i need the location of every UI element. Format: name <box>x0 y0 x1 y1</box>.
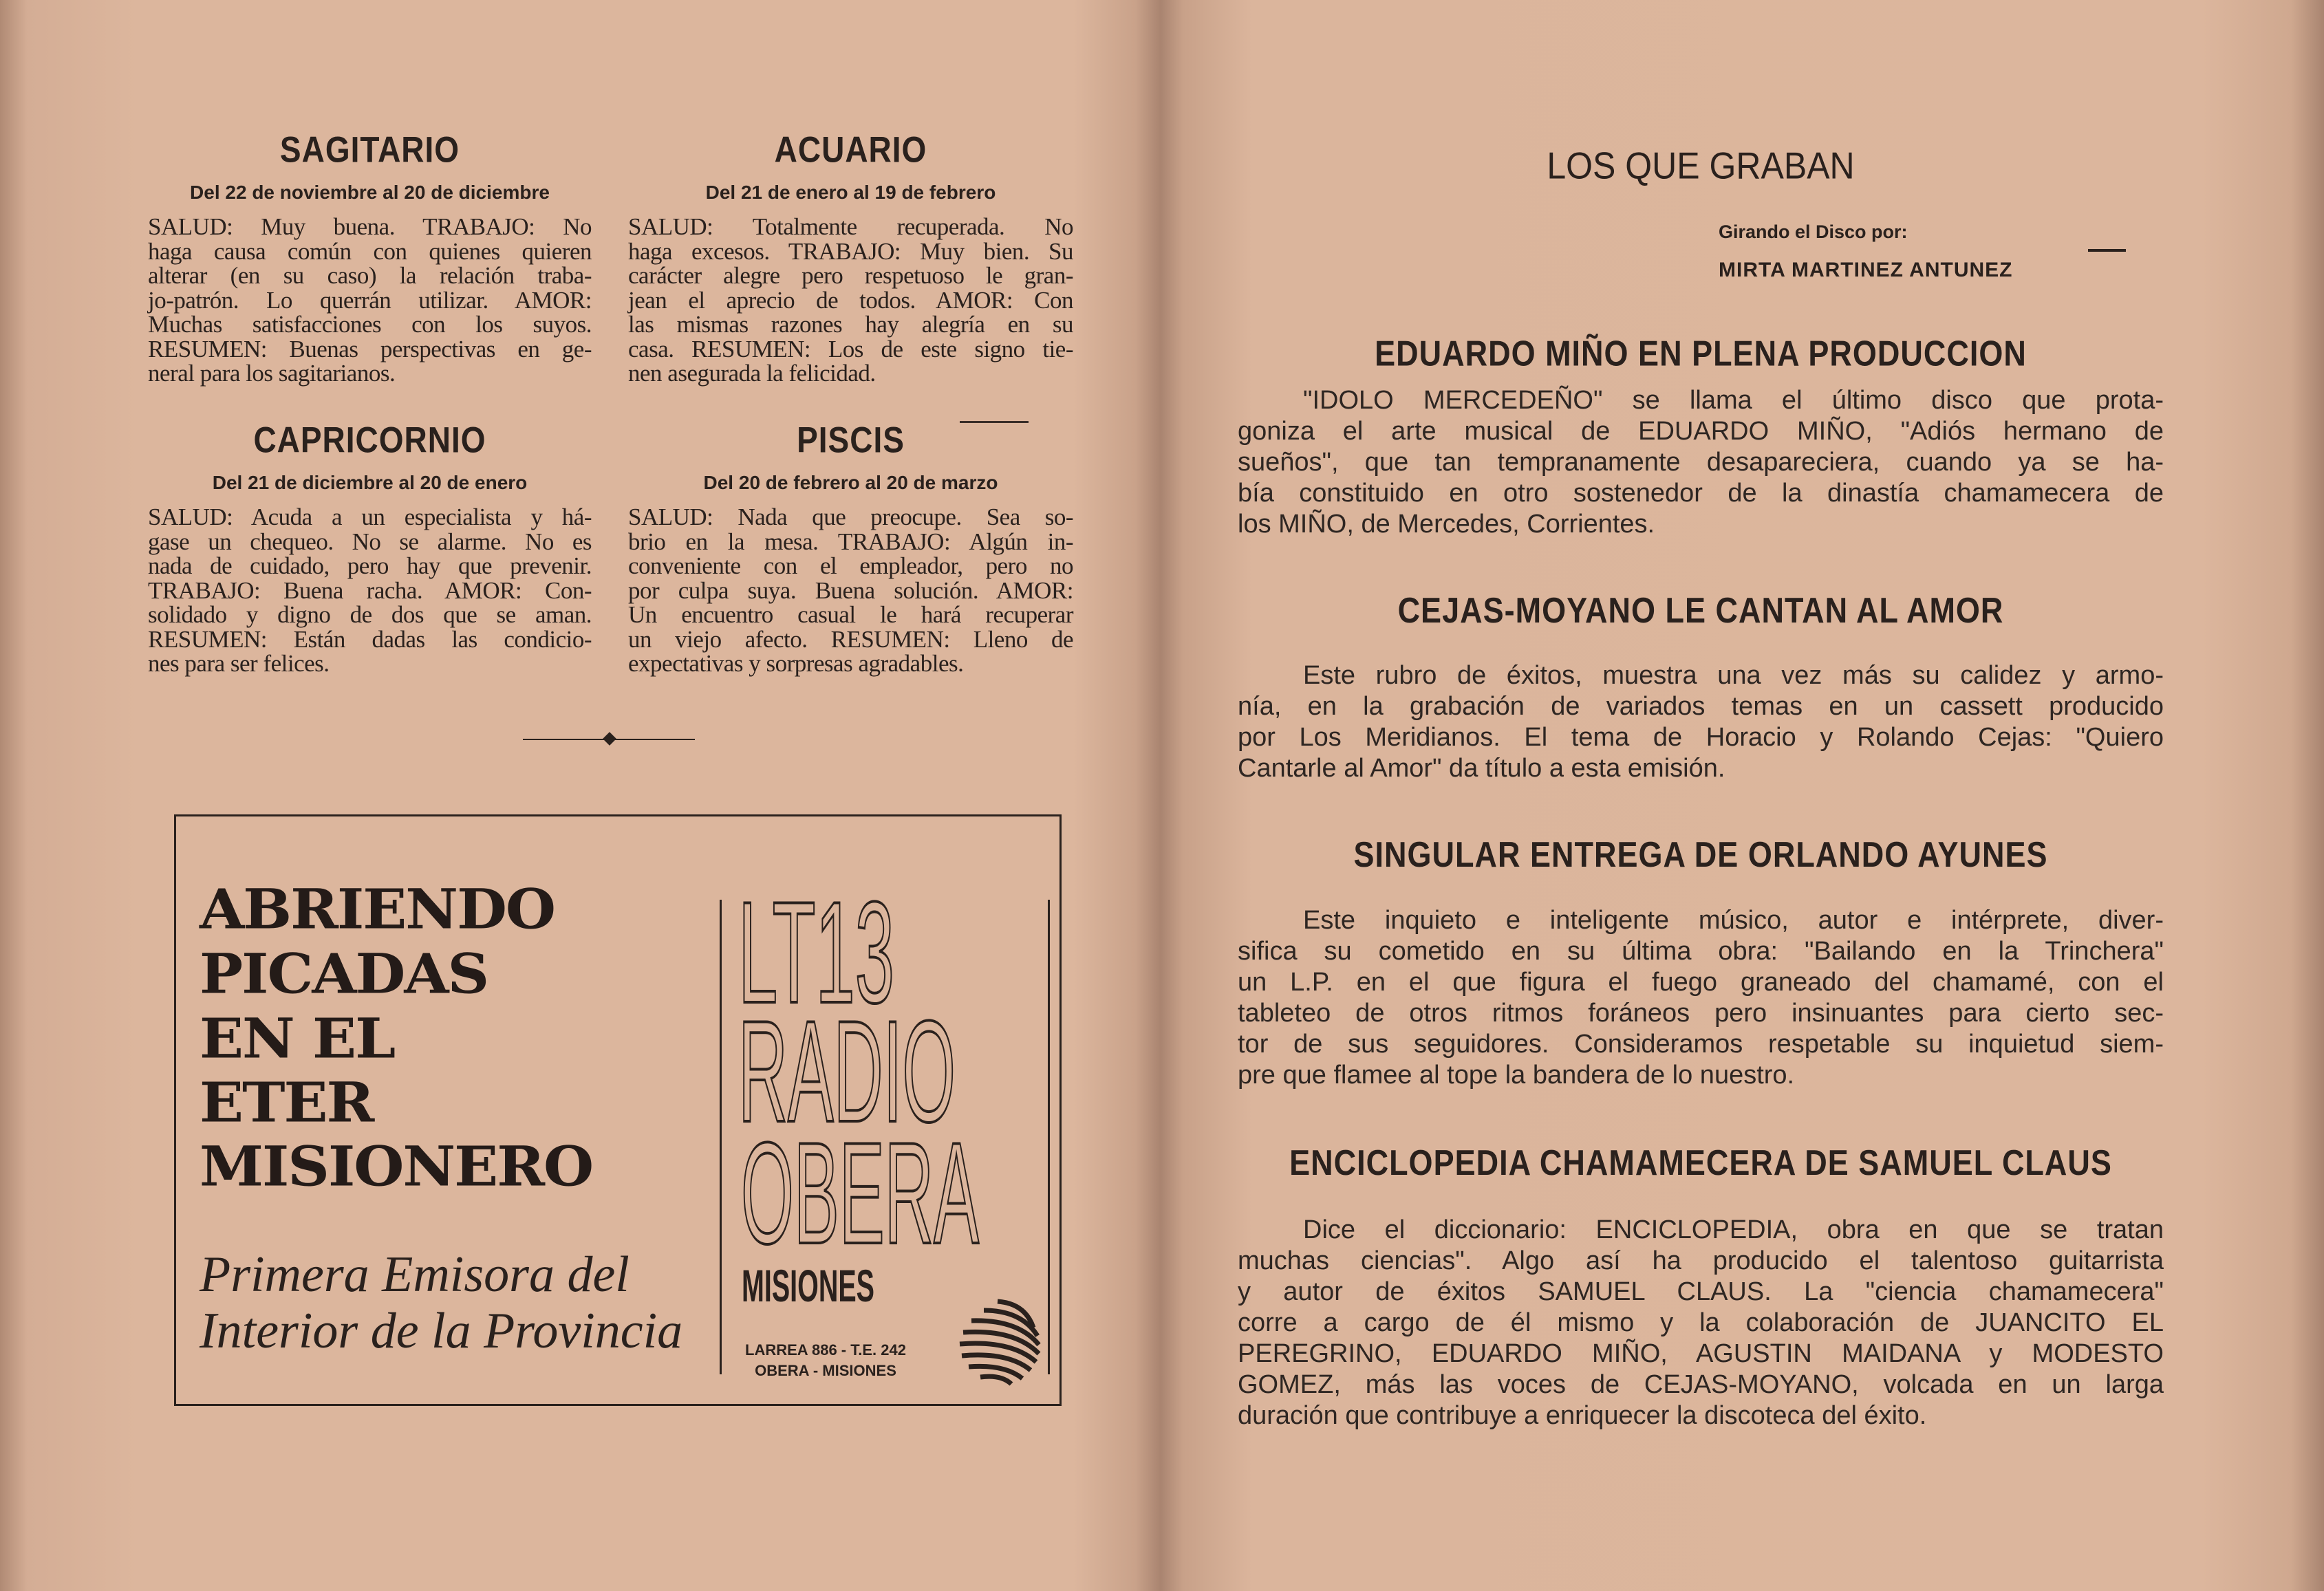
ad-rule-right <box>1048 900 1050 1374</box>
article-body <box>1238 385 2164 540</box>
text-line: pre que flamee al tope la bandera de lo nuestro. <box>1238 1061 1795 1090</box>
horoscope-text-sagitario <box>148 215 592 386</box>
sign-title-acuario: ACUARIO <box>774 129 927 170</box>
text-line: conveniente con el empleador, pero no <box>628 552 1073 579</box>
horoscope-text-acuario <box>628 215 1073 386</box>
text-line: sifica su cometido en su última obra: "Bailando en la Trinchera" <box>1238 937 2164 966</box>
text-line: brio en la mesa. TRABAJO: Algún in- <box>628 528 1073 555</box>
sign-title-capricornio: CAPRICORNIO <box>253 419 486 460</box>
article-heading: EDUARDO MIÑO EN PLENA PRODUCCION <box>1375 333 2027 374</box>
ad-tagline-line: Interior de la Provincia <box>200 1303 683 1359</box>
text-line: RESUMEN: Están dadas las condicio- <box>148 625 592 653</box>
text-line: RESUMEN: Buenas perspectivas en ge- <box>148 335 592 362</box>
text-line: SALUD: Nada que preocupe. Sea so- <box>628 504 1073 530</box>
ad-region <box>740 1260 878 1311</box>
text-line: bía constituido en otro sostenedor de la dinastía chamamecera de <box>1238 479 2164 508</box>
horoscope-text-piscis <box>628 505 1073 676</box>
sign-title-piscis: PISCIS <box>797 419 905 460</box>
text-line: por Los Meridianos. El tema de Horacio y Rolando Cejas: "Quiero <box>1238 723 2164 752</box>
text-line: sueños", que tan tempranamente desapareciera, cuando ya se ha- <box>1238 448 2164 477</box>
station-logo <box>729 872 991 1274</box>
text-line: gase un chequeo. No se alarme. No es <box>148 528 592 555</box>
text-line: Dice el diccionario: ENCICLOPEDIA, obra en que se tratan <box>1303 1215 2164 1244</box>
text-line: SALUD: Acuda a un especialista y há- <box>148 504 592 530</box>
text-line: un viejo afecto. RESUMEN: Lleno de <box>628 625 1073 653</box>
text-line: SALUD: Muy buena. TRABAJO: No <box>148 213 592 240</box>
article-heading: CEJAS-MOYANO LE CANTAN AL AMOR <box>1397 590 2004 631</box>
ad-headline-line: EN EL <box>200 1006 395 1071</box>
text-line: tableteo de otros ritmos foráneos pero insinuantes para cierto sec- <box>1238 999 2164 1028</box>
ad-region-text: MISIONES <box>742 1260 874 1311</box>
text-line: TRABAJO: Buena racha. AMOR: Con- <box>148 576 592 604</box>
text-line: nía, en la grabación de variados temas en un cassett producido <box>1238 692 2164 721</box>
text-line: Cantarle al Amor" da título a esta emisión. <box>1238 754 1725 783</box>
ad-rule-left <box>720 900 722 1374</box>
station-logo-line: RADIO <box>738 991 956 1152</box>
ad-headline-line: PICADAS <box>200 941 488 1006</box>
text-line: nen asegurada la felicidad. <box>628 360 876 387</box>
text-line: nes para ser felices. <box>148 650 330 677</box>
text-line: Este inquieto e inteligente músico, autor e intérprete, diver- <box>1303 906 2164 935</box>
text-line: expectativas y sorpresas agradables. <box>628 650 964 677</box>
text-line: los MIÑO, de Mercedes, Corrientes. <box>1238 510 1655 539</box>
text-line: un L.P. en el que figura el fuego graneado del chamamé, con el <box>1238 968 2164 997</box>
horoscope-text-capricornio <box>148 505 592 676</box>
text-line: SALUD: Totalmente recuperada. No <box>628 213 1073 240</box>
text-line: casa. RESUMEN: Los de este signo tie- <box>628 335 1073 362</box>
text-line: carácter alegre pero respetuoso le gran- <box>628 262 1073 289</box>
station-logo-line: LT13 <box>738 872 894 1033</box>
decorative-rule <box>2088 249 2126 252</box>
diamond-ornament-icon <box>603 732 616 746</box>
text-line: corre a cargo de él mismo y la colaboración de JUANCITO EL <box>1238 1308 2164 1337</box>
text-line: y autor de éxitos SAMUEL CLAUS. La "ciencia chamamecera" <box>1238 1277 2164 1306</box>
byline-label: Girando el Disco por: <box>1719 221 1908 242</box>
station-logo-line: OBERA <box>741 1112 979 1274</box>
sign-dates-piscis: Del 20 de febrero al 20 de marzo <box>703 472 998 493</box>
article-body <box>1238 1215 2164 1431</box>
text-line: neral para los sagitarianos. <box>148 360 396 387</box>
text-line: Muchas satisfacciones con los suyos. <box>148 311 592 338</box>
station-globe-logo-icon <box>956 1293 1046 1389</box>
ad-address-line: OBERA - MISIONES <box>755 1362 896 1379</box>
text-line: Este rubro de éxitos, muestra una vez más su calidez y armo- <box>1303 661 2164 690</box>
text-line: "IDOLO MERCEDEÑO" se llama el último disco que prota- <box>1303 386 2164 415</box>
text-line: haga excesos. TRABAJO: Muy bien. Su <box>628 237 1073 265</box>
sign-dates-acuario: Del 21 de enero al 19 de febrero <box>705 182 996 203</box>
text-line: goniza el arte musical de EDUARDO MIÑO, "Adiós hermano de <box>1238 417 2164 446</box>
text-line: jo-patrón. Lo querrán utilizar. AMOR: <box>148 286 592 314</box>
text-line: nada de cuidado, pero hay que prevenir. <box>148 552 592 579</box>
text-line: muchas ciencias". Algo así ha producido el talentoso guitarrista <box>1238 1246 2164 1275</box>
text-line: tor de sus seguidores. Consideramos respetable su inquietud siem- <box>1238 1030 2164 1059</box>
decorative-rule <box>960 421 1029 423</box>
sign-title-sagitario: SAGITARIO <box>279 129 460 170</box>
text-line: GOMEZ, más las voces de CEJAS-MOYANO, volcada en un larga <box>1238 1370 2164 1399</box>
ad-headline-line: MISIONERO <box>200 1134 593 1199</box>
ad-headline-line: ETER <box>200 1070 374 1135</box>
text-line: duración que contribuye a enriquecer la discoteca del éxito. <box>1238 1401 1927 1430</box>
text-line: jean el aprecio de todos. AMOR: Con <box>628 286 1073 314</box>
ad-tagline-line: Primera Emisora del <box>200 1246 630 1303</box>
section-title: LOS QUE GRABAN <box>1547 144 1855 187</box>
text-line: haga causa común con quienes quieren <box>148 237 592 265</box>
ad-headline-line: ABRIENDO <box>200 876 555 942</box>
sign-dates-capricornio: Del 21 de diciembre al 20 de enero <box>212 472 528 493</box>
byline-author: MIRTA MARTINEZ ANTUNEZ <box>1719 259 2013 281</box>
ad-address <box>736 1340 915 1381</box>
article-heading: SINGULAR ENTREGA DE ORLANDO AYUNES <box>1353 834 2048 875</box>
text-line: las mismas razones hay alegría en su <box>628 311 1073 338</box>
text-line: PEREGRINO, EDUARDO MIÑO, AGUSTIN MAIDANA y MODESTO <box>1238 1339 2164 1368</box>
sign-dates-sagitario: Del 22 de noviembre al 20 de diciembre <box>190 182 550 203</box>
text-line: alterar (en su caso) la relación traba- <box>148 262 592 289</box>
article-body <box>1238 660 2164 784</box>
text-line: Un encuentro casual le hará recuperar <box>628 601 1073 628</box>
text-line: por culpa suya. Buena solución. AMOR: <box>628 576 1073 604</box>
ad-address-line: LARREA 886 - T.E. 242 <box>745 1341 906 1359</box>
text-line: solidado y digno de dos que se aman. <box>148 601 592 628</box>
article-body <box>1238 905 2164 1091</box>
article-heading: ENCICLOPEDIA CHAMAMECERA DE SAMUEL CLAUS <box>1289 1143 2112 1183</box>
